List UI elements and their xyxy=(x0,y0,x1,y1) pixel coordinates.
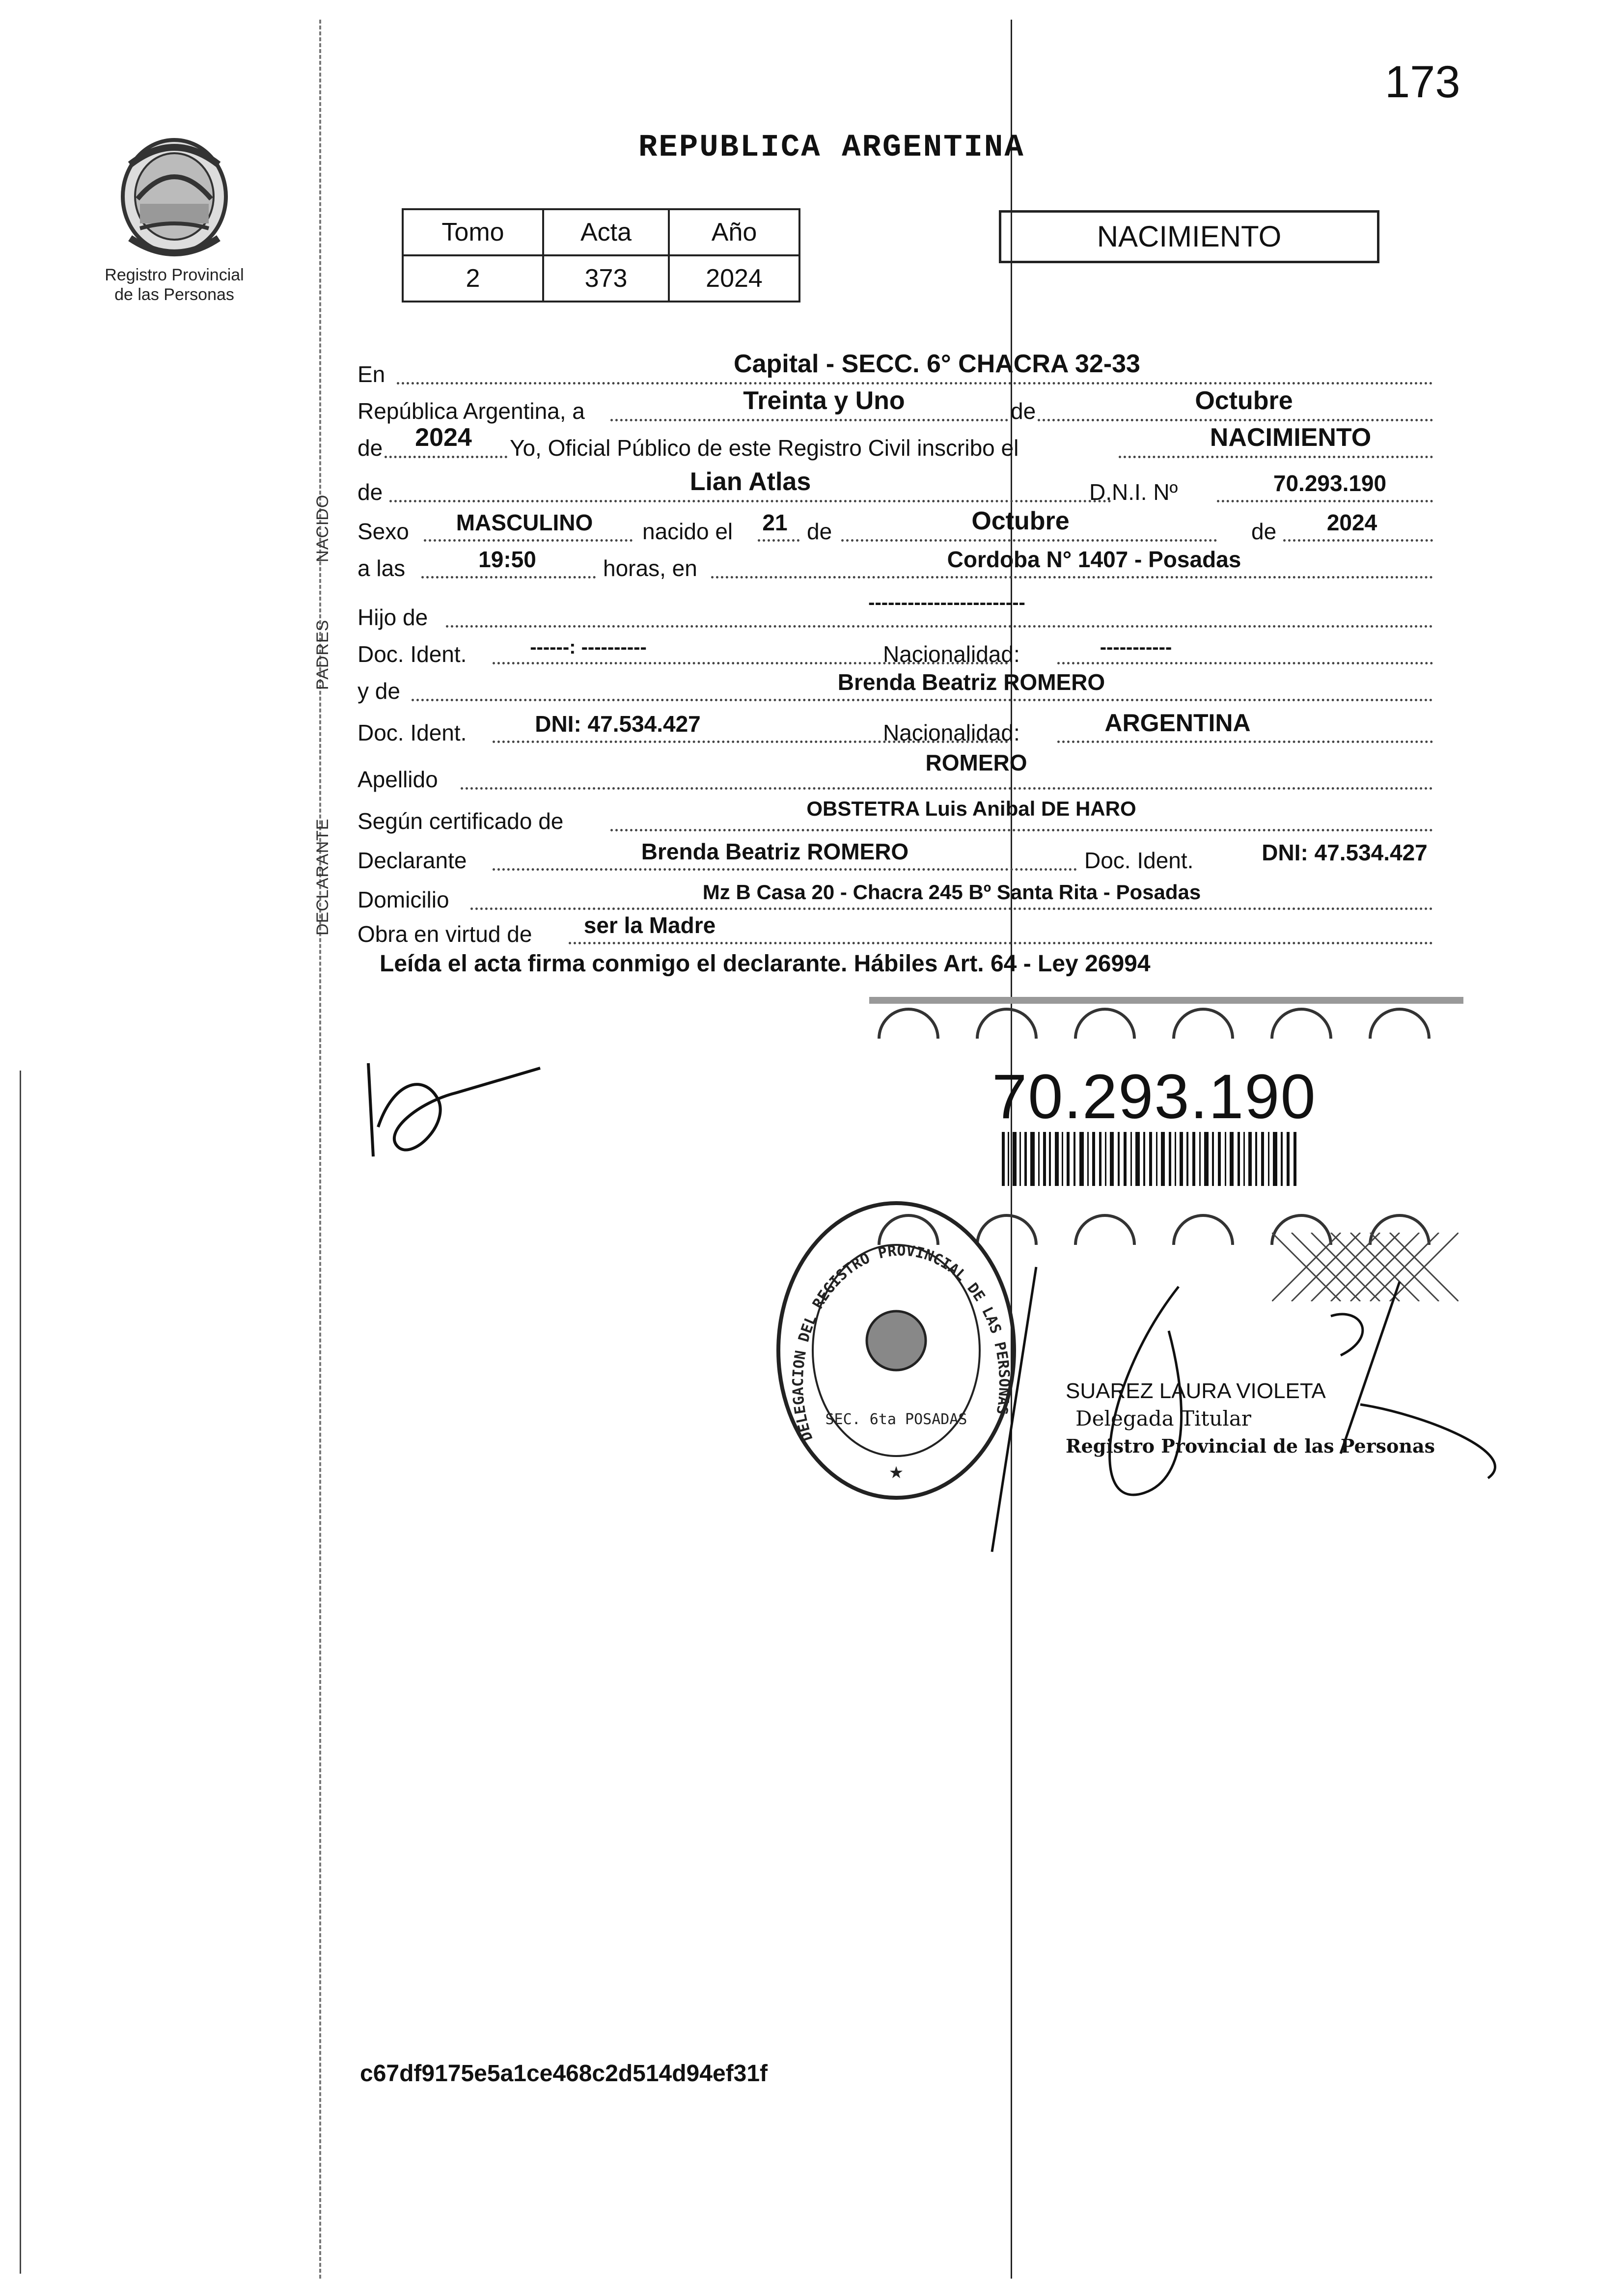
time-value: 19:50 xyxy=(478,547,536,572)
dotted-line xyxy=(1217,500,1433,502)
register-value-row xyxy=(403,255,799,302)
dotted-line xyxy=(569,942,1433,944)
row-domicilio xyxy=(358,877,1438,916)
document-hash: c67df9175e5a1ce468c2d514d94ef31f xyxy=(360,2061,768,2087)
certificate-value: OBSTETRA Luis Anibal DE HARO xyxy=(806,797,1136,820)
margin-line xyxy=(319,20,321,2279)
official-office: Registro Provincial de las Personas xyxy=(1066,1435,1435,1457)
stamp-ring-text: DELEGACION DEL REGISTRO PROVINCIAL DE LAS PERSONAS xyxy=(789,1242,1013,1443)
seal-caption-1: Registro Provincial xyxy=(105,266,244,284)
obra-label: Obra en virtud de xyxy=(358,921,532,947)
de-label: de xyxy=(1011,398,1036,424)
official-block xyxy=(1066,1377,1435,1460)
horas-label: horas, en xyxy=(603,555,697,581)
dotted-line xyxy=(421,576,596,578)
certificado-label: Según certificado de xyxy=(358,808,564,834)
month-value: Octubre xyxy=(1195,386,1293,415)
dotted-line xyxy=(412,699,1433,701)
row-en xyxy=(358,351,1438,390)
de-label: de xyxy=(807,519,832,544)
dotted-line xyxy=(385,456,507,458)
yo-label: Yo, Oficial Público de este Registro Civil inscribo el xyxy=(510,435,1019,461)
nacionalidad-label: Nacionalidad: xyxy=(883,641,1020,667)
register-header-row xyxy=(403,209,799,255)
row-father xyxy=(358,594,1438,633)
birth-month-value: Octubre xyxy=(971,507,1070,535)
alas-label: a las xyxy=(358,555,406,581)
row-time xyxy=(358,545,1438,584)
stamp-coat-of-arms-icon xyxy=(867,1311,926,1370)
child-name-value: Lian Atlas xyxy=(689,468,811,496)
nacido-label: nacido el xyxy=(642,519,733,544)
row-declarante xyxy=(358,837,1438,877)
declarante-doc-value: DNI: 47.534.427 xyxy=(1262,840,1428,865)
official-name: SUAREZ LAURA VIOLETA xyxy=(1066,1379,1326,1403)
de-label: de xyxy=(1251,519,1277,544)
anio-value: 2024 xyxy=(669,255,799,302)
row-sex xyxy=(358,508,1438,548)
doc-label: Doc. Ident. xyxy=(358,720,467,745)
official-title: Delegada Titular xyxy=(1075,1406,1251,1431)
de-label: de xyxy=(358,479,383,505)
father-doc-value: ------: ---------- xyxy=(530,636,647,658)
security-ornament-band xyxy=(869,997,1463,1041)
row-date xyxy=(358,388,1438,427)
declarant-signature xyxy=(358,1053,545,1166)
row-apellido xyxy=(358,750,1438,796)
doc-label: Doc. Ident. xyxy=(358,641,467,667)
father-value: ------------------------ xyxy=(868,592,1025,613)
tomo-header: Tomo xyxy=(403,209,543,255)
page-title: REPUBLICA ARGENTINA xyxy=(638,130,1025,165)
anio-header: Año xyxy=(669,209,799,255)
dotted-line xyxy=(1057,741,1433,743)
dotted-line xyxy=(397,382,1433,385)
dotted-line xyxy=(389,500,1111,502)
domicilio-value: Mz B Casa 20 - Chacra 245 Bº Santa Rita - Posadas xyxy=(702,881,1201,904)
nacionalidad-label: Nacionalidad: xyxy=(883,720,1020,745)
left-edge-line xyxy=(20,1071,21,2274)
dotted-line xyxy=(1038,419,1433,421)
row-year xyxy=(358,425,1438,464)
stamp-star-icon: ★ xyxy=(888,1463,904,1482)
dni-label: D.N.I. Nº xyxy=(1089,479,1178,505)
row-obra xyxy=(358,911,1438,950)
side-label-padres: PADRES xyxy=(313,619,332,690)
child-dni-value: 70.293.190 xyxy=(1273,470,1387,496)
dotted-line xyxy=(711,576,1433,578)
dotted-line xyxy=(1119,456,1433,458)
mother-doc-value: DNI: 47.534.427 xyxy=(535,711,701,737)
mother-name-value: Brenda Beatriz ROMERO xyxy=(837,669,1105,695)
birth-year-value: 2024 xyxy=(1326,510,1377,535)
mother-nac-value: ARGENTINA xyxy=(1104,709,1251,737)
dotted-line xyxy=(841,539,1217,542)
stamp-inner-text: SEC. 6ta POSADAS xyxy=(825,1411,967,1428)
register-table xyxy=(402,208,800,303)
dotted-line xyxy=(493,868,1077,871)
obra-value: ser la Madre xyxy=(583,912,716,938)
dni-large-number: 70.293.190 xyxy=(992,1062,1317,1132)
seal-caption-2: de las Personas xyxy=(114,285,234,304)
yde-label: y de xyxy=(358,678,400,704)
sexo-label: Sexo xyxy=(358,519,409,544)
place-value: Capital - SECC. 6° CHACRA 32-33 xyxy=(734,350,1140,378)
domicilio-label: Domicilio xyxy=(358,887,449,912)
row-mother-doc xyxy=(358,710,1438,749)
record-type-box: NACIMIENTO xyxy=(999,210,1379,263)
republica-label: República Argentina, a xyxy=(358,398,585,424)
legal-notice: Leída el acta firma conmigo el declarante. Hábiles Art. 64 - Ley 26994 xyxy=(380,951,1151,977)
dotted-line xyxy=(758,539,799,542)
day-value: Treinta y Uno xyxy=(743,386,905,415)
dotted-line xyxy=(1283,539,1433,542)
declarante-doc-label: Doc. Ident. xyxy=(1084,848,1194,873)
barcode-icon xyxy=(1002,1132,1296,1186)
apellido-label: Apellido xyxy=(358,767,438,792)
en-label: En xyxy=(358,361,385,387)
tomo-value: 2 xyxy=(403,255,543,302)
row-certificate xyxy=(358,798,1438,837)
page-number: 173 xyxy=(1385,57,1460,107)
misiones-coat-of-arms-icon xyxy=(110,125,238,263)
de-label: de xyxy=(358,435,383,461)
apellido-value: ROMERO xyxy=(925,750,1027,775)
dotted-line xyxy=(1057,662,1433,664)
sexo-value: MASCULINO xyxy=(456,510,593,535)
father-nac-value: ----------- xyxy=(1100,636,1172,658)
row-father-doc xyxy=(358,631,1438,670)
year-value: 2024 xyxy=(415,423,472,452)
hijo-label: Hijo de xyxy=(358,605,428,630)
declarante-value: Brenda Beatriz ROMERO xyxy=(641,839,909,864)
birth-day-value: 21 xyxy=(762,510,788,535)
side-label-declarante: DECLARANTE xyxy=(313,818,332,936)
birth-place-value: Cordoba N° 1407 - Posadas xyxy=(947,547,1241,572)
row-mother xyxy=(358,668,1438,707)
dotted-line xyxy=(610,419,1008,421)
dotted-line xyxy=(424,539,633,542)
dotted-line xyxy=(470,908,1433,910)
declarante-label: Declarante xyxy=(358,848,467,873)
row-name xyxy=(358,469,1438,508)
dotted-line xyxy=(610,829,1433,831)
dotted-line xyxy=(461,787,1433,790)
provincial-seal xyxy=(96,125,253,304)
acta-header: Acta xyxy=(543,209,669,255)
acta-value: 373 xyxy=(543,255,669,302)
dotted-line xyxy=(446,625,1433,628)
act-value: NACIMIENTO xyxy=(1210,423,1372,452)
side-label-nacido: NACIDO xyxy=(313,494,332,562)
